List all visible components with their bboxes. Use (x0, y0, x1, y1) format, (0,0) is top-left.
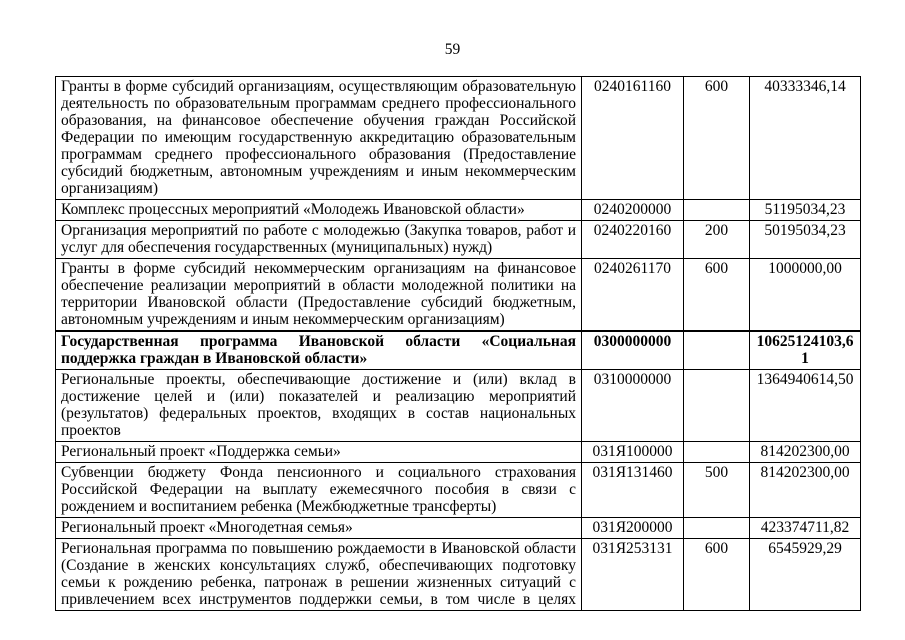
row-title: Государственная программа Ивановской области «Социальная поддержка граждан в Ивановской области» (56, 331, 582, 370)
row-type-code (684, 331, 750, 370)
row-title: Комплекс процессных мероприятий «Молодежь Ивановской области» (56, 200, 582, 221)
row-amount: 10625124103,61 (750, 331, 861, 370)
page-number: 59 (444, 41, 461, 58)
table-row (56, 539, 861, 611)
table-row (56, 259, 861, 332)
table-row (56, 200, 861, 221)
row-title: Региональный проект «Поддержка семьи» (56, 442, 582, 463)
row-type-code (684, 442, 750, 463)
table-row (56, 77, 861, 200)
row-title: Организация мероприятий по работе с молодежью (Закупка товаров, работ и услуг для обеспечения государственных (муниципальных) нужд) (56, 221, 582, 259)
table-row (56, 331, 861, 370)
row-title: Гранты в форме субсидий организациям, осуществляющим образовательную деятельность по образовательным программам среднего профессионального образования, на финансовое обеспечение обучения граждан Российской Федерации по имеющим государственную аккредитацию образовательным программам среднего профессионального образования (Предоставление субсидий бюджетным, автономным учреждениям и иным некоммерческим организациям) (56, 77, 582, 200)
table-row (56, 442, 861, 463)
row-amount: 1000000,00 (750, 259, 861, 332)
row-code: 0240220160 (582, 221, 684, 259)
row-amount: 50195034,23 (750, 221, 861, 259)
row-code: 0300000000 (582, 331, 684, 370)
row-code: 0240261170 (582, 259, 684, 332)
row-code: 031Я253131 (582, 539, 684, 611)
row-title: Субвенции бюджету Фонда пенсионного и социального страхования Российской Федерации на выплату ежемесячного пособия в связи с рождением и воспитанием ребенка (Межбюджетные трансферты) (56, 463, 582, 518)
table-row (56, 463, 861, 518)
table-row (56, 518, 861, 539)
row-title: Гранты в форме субсидий некоммерческим организациям на финансовое обеспечение реализации мероприятий в области молодежной политики на территории Ивановской области (Предоставление субсидий бюджетным, автономным учреждениям и иным некоммерческим организациям) (56, 259, 582, 332)
row-amount: 51195034,23 (750, 200, 861, 221)
row-type-code: 600 (684, 259, 750, 332)
row-code: 0310000000 (582, 370, 684, 442)
budget-table (55, 76, 861, 611)
row-title: Региональный проект «Многодетная семья» (56, 518, 582, 539)
budget-table-body (56, 77, 861, 611)
row-amount: 1364940614,50 (750, 370, 861, 442)
row-type-code (684, 370, 750, 442)
row-amount: 40333346,14 (750, 77, 861, 200)
row-type-code: 500 (684, 463, 750, 518)
row-amount: 814202300,00 (750, 463, 861, 518)
row-code: 0240161160 (582, 77, 684, 200)
row-code: 0240200000 (582, 200, 684, 221)
table-row (56, 370, 861, 442)
row-type-code (684, 200, 750, 221)
table-row (56, 221, 861, 259)
row-title: Региональные проекты, обеспечивающие достижение и (или) вклад в достижение целей и (или) показателей и реализацию мероприятий (результатов) федеральных проектов, входящих в состав национальных проектов (56, 370, 582, 442)
row-amount: 423374711,82 (750, 518, 861, 539)
row-code: 031Я200000 (582, 518, 684, 539)
row-title: Региональная программа по повышению рождаемости в Ивановской области (Создание в женских консультациях служб, обеспечивающих подготовку семьи к рождению ребенка, патронаж в решении жизненных ситуаций с привлечением всех инструментов поддержки семьи, в том числе в целях (56, 539, 582, 611)
row-type-code (684, 518, 750, 539)
row-amount: 6545929,29 (750, 539, 861, 611)
row-code: 031Я131460 (582, 463, 684, 518)
row-type-code: 600 (684, 77, 750, 200)
row-type-code: 600 (684, 539, 750, 611)
row-code: 031Я100000 (582, 442, 684, 463)
row-type-code: 200 (684, 221, 750, 259)
row-amount: 814202300,00 (750, 442, 861, 463)
